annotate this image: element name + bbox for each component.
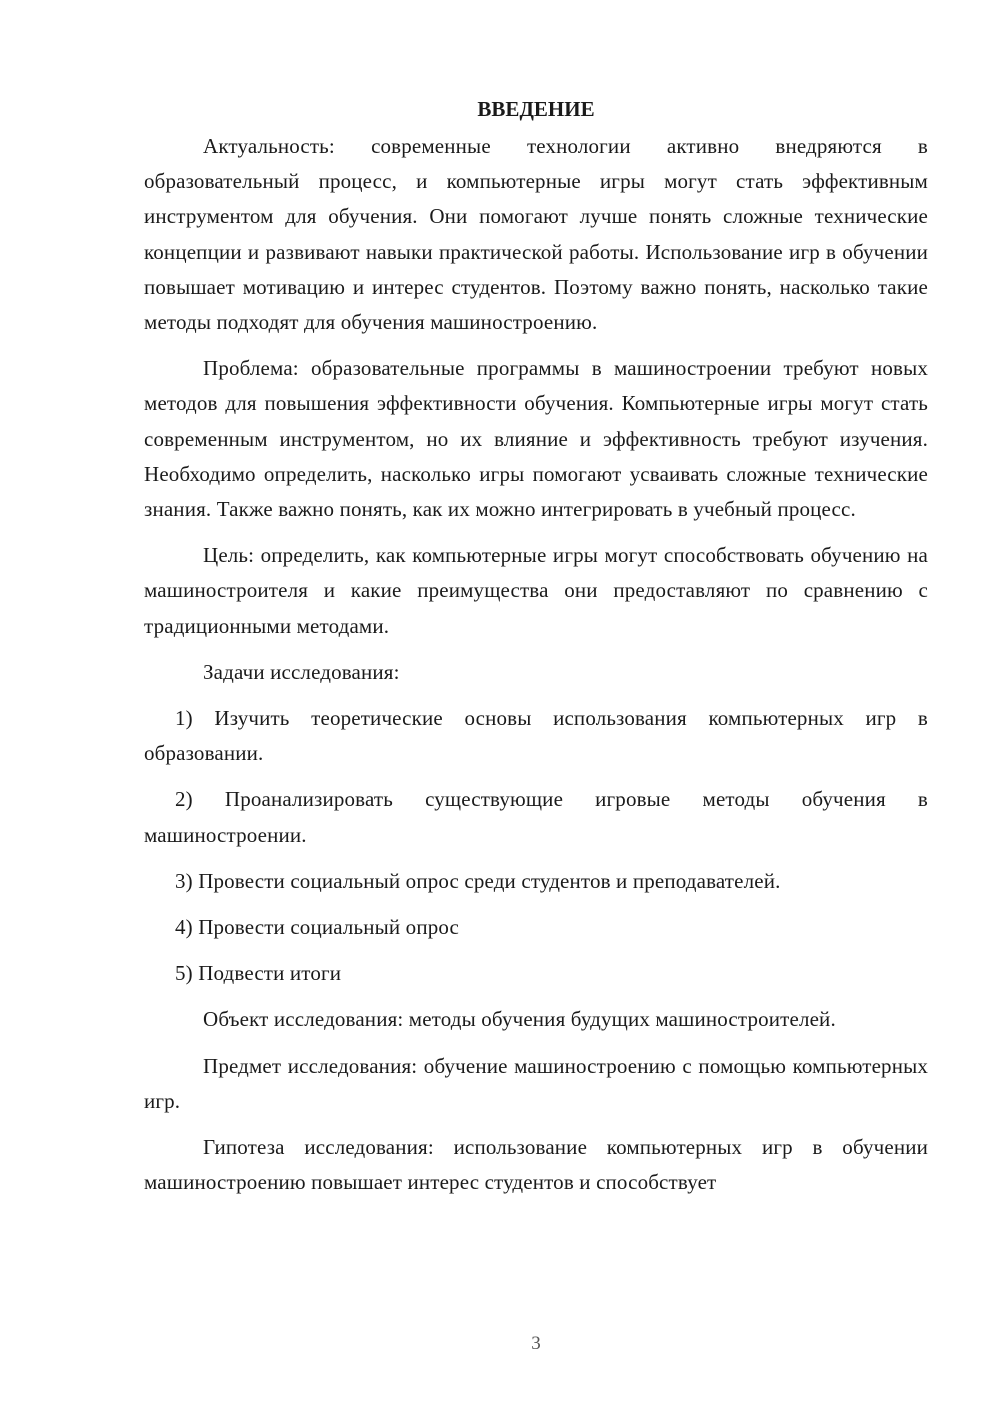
- task-item-4: 4) Провести социальный опрос: [175, 915, 460, 940]
- paragraph-problem: Проблема: образовательные программы в машиностроении требуют новых методов для повышения эффективности обучения. Компьютерные игры могут стать современным инструментом, но их влияние и эффективность требуют изучения. Необходимо определить, насколько игры помогают усваивать сложные технические знания. Также важно понять, как их можно интегрировать в учебный процесс.: [144, 356, 928, 522]
- task-item-5: 5) Подвести итоги: [175, 961, 342, 986]
- task-item-1: 1) Изучить теоретические основы использования компьютерных игр в образовании.: [144, 706, 928, 766]
- paragraph-object: Объект исследования: методы обучения будущих машиностроителей.: [203, 1007, 836, 1032]
- paragraph-goal: Цель: определить, как компьютерные игры могут способствовать обучению на машиностроителя и какие преимущества они предоставляют по сравнению с традиционными методами.: [144, 543, 928, 638]
- page-number: 3: [531, 1333, 541, 1354]
- task-item-3: 3) Провести социальный опрос среди студентов и преподавателей.: [175, 868, 781, 893]
- section-title: ВВЕДЕНИЕ: [477, 97, 595, 121]
- paragraph-hypothesis: Гипотеза исследования: использование компьютерных игр в обучении машиностроению повышает интерес студентов и способствует: [144, 1135, 928, 1195]
- task-item-2: 2) Проанализировать существующие игровые методы обучения в машиностроении.: [144, 787, 928, 847]
- paragraph-relevance: Актуальность: современные технологии активно внедряются в образовательный процесс, и компьютерные игры могут стать эффективным инструментом для обучения. Они помогают лучше понять сложные технические концепции и развивают навыки практической работы. Использование игр в обучении повышает мотивацию и интерес студентов. Поэтому важно понять, насколько такие методы подходят для обучения машиностроению.: [144, 134, 928, 335]
- paragraph-subject: Предмет исследования: обучение машиностроению с помощью компьютерных игр.: [144, 1053, 928, 1113]
- document-page: [144, 92, 928, 1211]
- tasks-heading: Задачи исследования:: [203, 659, 400, 684]
